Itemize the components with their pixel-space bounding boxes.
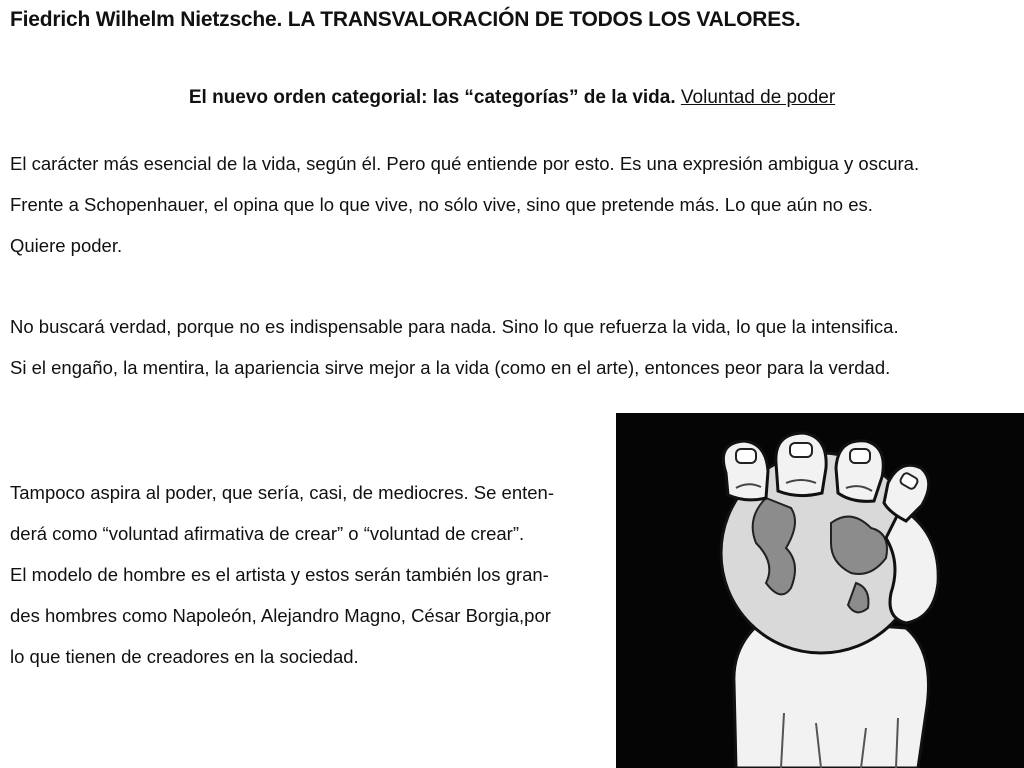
subtitle-underlined-text: Voluntad de poder bbox=[680, 87, 836, 108]
fist-holding-globe-icon bbox=[616, 413, 1024, 768]
paragraph-line: des hombres como Napoleón, Alejandro Magno, César Borgia,por bbox=[10, 605, 551, 626]
paragraph-crear bbox=[10, 472, 554, 677]
paragraph-line: El modelo de hombre es el artista y estos serán también los gran- bbox=[10, 564, 549, 585]
subtitle-text: El nuevo orden categorial: las “categorías” de la vida. bbox=[188, 87, 676, 108]
paragraph-line: No buscará verdad, porque no es indispensable para nada. Sino lo que refuerza la vida, lo que la intensifica. bbox=[10, 316, 899, 337]
slide-subtitle bbox=[0, 87, 1024, 109]
paragraph-voluntad bbox=[10, 143, 919, 266]
paragraph-verdad bbox=[10, 306, 899, 388]
paragraph-line: Si el engaño, la mentira, la apariencia sirve mejor a la vida (como en el arte), entonces peor para la verdad. bbox=[10, 357, 891, 378]
slide-title: Fiedrich Wilhelm Nietzsche. LA TRANSVALORACIÓN DE TODOS LOS VALORES. bbox=[10, 8, 801, 31]
paragraph-line: derá como “voluntad afirmativa de crear” o “voluntad de crear”. bbox=[10, 523, 525, 544]
paragraph-line: Frente a Schopenhauer, el opina que lo que vive, no sólo vive, sino que pretende más. Lo que aún no es. bbox=[10, 194, 873, 215]
paragraph-line: Quiere poder. bbox=[10, 235, 123, 256]
paragraph-line: Tampoco aspira al poder, que sería, casi, de mediocres. Se enten- bbox=[10, 482, 554, 503]
paragraph-line: El carácter más esencial de la vida, según él. Pero qué entiende por esto. Es una expresión ambigua y oscura. bbox=[10, 153, 920, 174]
paragraph-line: lo que tienen de creadores en la sociedad. bbox=[10, 646, 359, 667]
